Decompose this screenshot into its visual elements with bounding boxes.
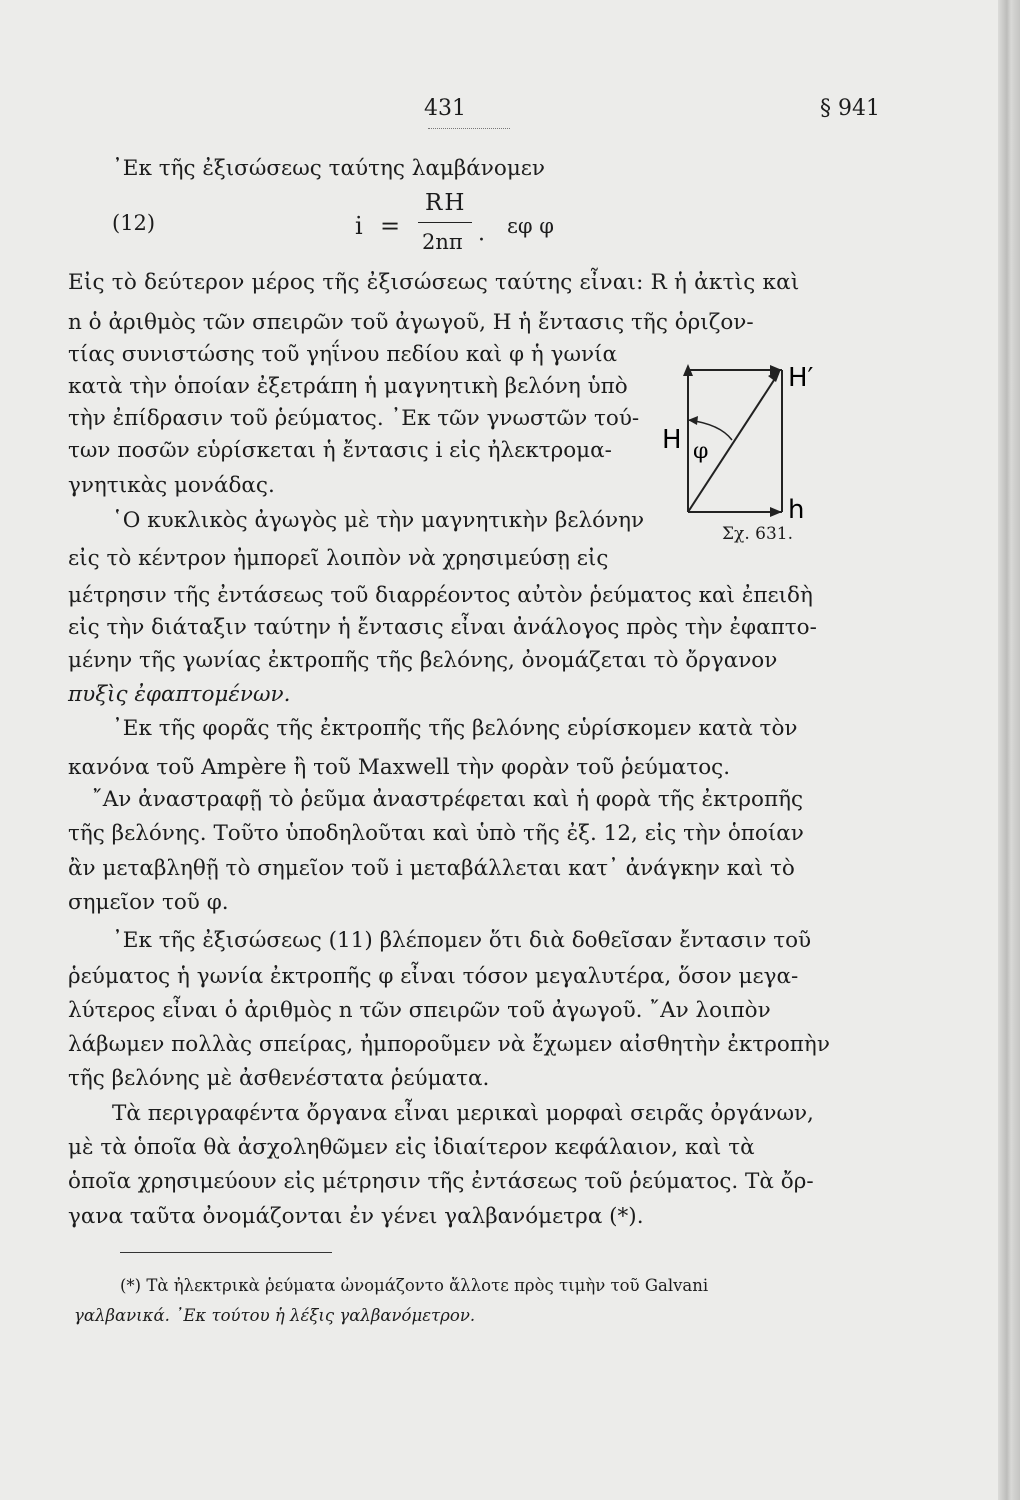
equals-sign: = [380, 212, 401, 240]
arrowhead-arc [688, 416, 698, 425]
text-line: τῆς βελόνης μὲ ἀσθενέστατα ῥεύματα. [68, 1066, 490, 1091]
equation-lhs: i [355, 212, 363, 240]
text-line: n ὁ ἀριθμὸς τῶν σπειρῶν τοῦ ἀγωγοῦ, H ἡ ἔντασις τῆς ὁριζον- [68, 310, 754, 335]
multiplication-dot: · [478, 228, 485, 253]
text-line: μέτρησιν τῆς ἐντάσεως τοῦ διαρρέοντος αὐτὸν ῥεύματος καὶ ἐπειδὴ [68, 583, 813, 608]
text-line: μὲ τὰ ὁποῖα θὰ ἀσχοληθῶμεν εἰς ἰδιαίτερον κεφάλαιον, καὶ τὰ [68, 1135, 755, 1160]
text-line: λάβωμεν πολλὰς σπείρας, ἠμποροῦμεν νὰ ἔχωμεν αἰσθητὴν ἐκτροπὴν [68, 1032, 830, 1057]
text-line: των ποσῶν εὑρίσκεται ἡ ἔντασις i εἰς ἠλεκτρομα- [68, 438, 612, 463]
text-line: εἰς τὴν διάταξιν ταύτην ἡ ἔντασις εἶναι ἀνάλογος πρὸς τὴν ἐφαπτο- [68, 615, 817, 640]
label-h: h [788, 495, 805, 525]
text-line: κατὰ τὴν ὁποίαν ἐξετράπη ἡ μαγνητικὴ βελόνη ὑπὸ [68, 374, 628, 399]
text-line: ᾽Εκ τῆς ἐξισώσεως (11) βλέπομεν ὅτι διὰ δοθεῖσαν ἔντασιν τοῦ [112, 928, 812, 953]
fraction-denominator: 2nπ [422, 230, 463, 254]
text-line: ῎Αν ἀναστραφῇ τὸ ῥεῦμα ἀναστρέφεται καὶ ἡ φορὰ τῆς ἐκτροπῆς [92, 787, 804, 812]
text-line: τὴν ἐπίδρασιν τοῦ ῥεύματος. ᾽Εκ τῶν γνωστῶν τού- [68, 406, 640, 431]
page-number: 431 [424, 96, 466, 121]
text-line: ῥεύματος ἡ γωνία ἐκτροπῆς φ εἶναι τόσον μεγαλυτέρα, ὅσον μεγα- [68, 964, 799, 989]
page-edge [998, 0, 1020, 1500]
footnote-line: (*) Τὰ ἠλεκτρικὰ ῥεύματα ὠνομάζοντο ἄλλοτε πρὸς τιμὴν τοῦ Galvani [120, 1276, 709, 1295]
fraction-bar [418, 222, 472, 223]
footnote-line: γαλβανικά. ᾽Εκ τούτου ἡ λέξις γαλβανόμετρον. [74, 1306, 476, 1325]
text-line: ᾽Εκ τῆς φορᾶς τῆς ἐκτροπῆς τῆς βελόνης εὑρίσκομεν κατὰ τὸν [112, 716, 798, 741]
text-line: σημεῖον τοῦ φ. [68, 890, 229, 915]
footnote-rule [120, 1252, 332, 1253]
tangent-term: εφ φ [507, 214, 554, 238]
label-H: H [662, 425, 682, 455]
section-marker: § 941 [820, 96, 880, 121]
equation-number: (12) [112, 211, 156, 235]
text-line: ῾Ο κυκλικὸς ἀγωγὸς μὲ τὴν μαγνητικὴν βελόνην [112, 508, 645, 533]
text-line: μένην τῆς γωνίας ἐκτροπῆς τῆς βελόνης, ὀνομάζεται τὸ ὄργανον [68, 648, 778, 673]
text-line: γανα ταῦτα ὀνομάζονται ἐν γένει γαλβανόμετρα (*). [68, 1204, 644, 1229]
page-number-underline [428, 128, 510, 129]
label-H-prime: H′ [788, 363, 814, 393]
text-line: ὁποῖα χρησιμεύουν εἰς μέτρησιν τῆς ἐντάσεως τοῦ ῥεύματος. Τὰ ὄρ- [68, 1169, 814, 1194]
fraction-numerator: RH [425, 190, 467, 216]
text-line: Εἰς τὸ δεύτερον μέρος τῆς ἐξισώσεως ταύτης εἶναι: R ἡ ἀκτὶς καὶ [68, 270, 800, 295]
figure-631 [660, 340, 814, 540]
text-line: τῆς βελόνης. Τοῦτο ὑποδηλοῦται καὶ ὑπὸ τῆς ἐξ. 12, εἰς τὴν ὁποίαν [68, 821, 804, 846]
text-line: κανόνα τοῦ Ampère ἢ τοῦ Maxwell τὴν φορὰν τοῦ ῥεύματος. [68, 755, 731, 780]
intro-line: ᾽Εκ τῆς ἐξισώσεως ταύτης λαμβάνομεν [112, 156, 546, 181]
text-line: ἂν μεταβληθῇ τὸ σημεῖον τοῦ i μεταβάλλεται κατ᾽ ἀνάγκην καὶ τὸ [68, 856, 795, 881]
text-line: εἰς τὸ κέντρον ἠμπορεῖ λοιπὸν νὰ χρησιμεύσῃ εἰς [68, 546, 609, 571]
text-line: τίας συνιστώσης τοῦ γηΐνου πεδίου καὶ φ ἡ γωνία [68, 342, 618, 367]
figure-caption: Σχ. 631. [722, 524, 793, 544]
text-line-italic: πυξὶς ἐφαπτομένων. [68, 682, 291, 707]
arrowhead-h [770, 507, 782, 517]
label-phi: φ [693, 439, 709, 464]
text-line: λύτερος εἶναι ὁ ἀριθμὸς n τῶν σπειρῶν τοῦ ἀγωγοῦ. ῎Αν λοιπὸν [68, 998, 771, 1023]
text-line: γνητικὰς μονάδας. [68, 473, 275, 498]
text-line: Τὰ περιγραφέντα ὄργανα εἶναι μερικαὶ μορφαὶ σειρᾶς ὀργάνων, [112, 1101, 814, 1126]
